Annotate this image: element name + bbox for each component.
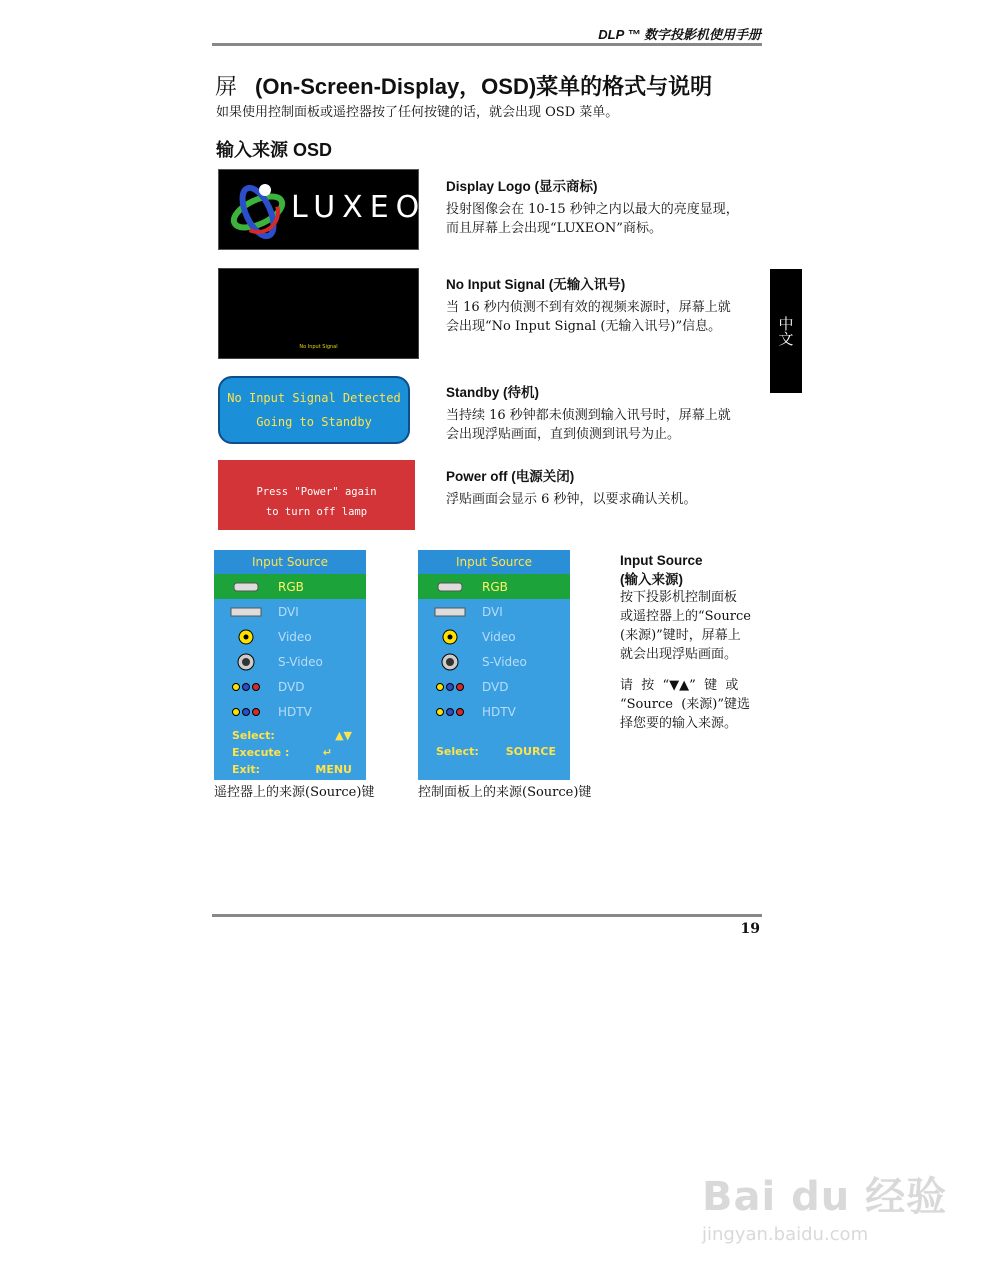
caption-panel: 控制面板上的来源(Source)键 (418, 785, 592, 800)
osd-item-rgb[interactable] (214, 574, 366, 599)
section-subtitle: (输入来源) (620, 572, 683, 587)
dvi-port-icon (230, 606, 262, 618)
standby-popup (218, 376, 410, 444)
osd-item-label: DVD (278, 679, 305, 694)
caption-remote: 遥控器上的来源(Source)键 (214, 785, 375, 800)
osd-item-label: HDTV (482, 704, 516, 719)
language-tab: 中文 (770, 269, 802, 393)
page-title-main: (On-Screen-Display，OSD)菜单的格式与说明 (255, 74, 713, 99)
osd-item-label: Video (482, 629, 516, 644)
section-body-1: 按下投影机控制面板 (620, 590, 738, 605)
section-body-1: 当 16 秒内侦测不到有效的视频来源时，屏幕上就 (446, 300, 731, 315)
osd-menu-panel (418, 550, 570, 780)
section-heading: 输入来源 OSD (216, 140, 333, 160)
footer-value: MENU (315, 763, 352, 776)
vga-port-icon (232, 581, 260, 593)
osd-item-video[interactable] (214, 624, 366, 649)
osd-menu-title: Input Source (214, 550, 366, 574)
power-off-popup (218, 460, 415, 530)
section-body-2: 而且屏幕上会出现“LUXEON”商标。 (446, 221, 662, 236)
section-body-1: 当持续 16 秒钟都未侦测到输入讯号时，屏幕上就 (446, 408, 731, 423)
footer-label: Select: (232, 729, 275, 742)
vga-port-icon (436, 581, 464, 593)
section-title: Input Source (620, 553, 703, 568)
osd-item-dvd[interactable] (214, 674, 366, 699)
no-input-screen-text: No Input Signal (299, 344, 338, 350)
section-body-6: “Source (来源)”键选 (620, 697, 750, 712)
section-body-2: 或遥控器上的“Source (620, 609, 751, 624)
osd-item-label: DVI (482, 604, 503, 619)
osd-item-video[interactable] (418, 624, 570, 649)
rca-video-icon (238, 629, 254, 645)
section-body-2: 会出现浮贴画面，直到侦测到讯号为止。 (446, 427, 681, 442)
osd-item-hdtv[interactable] (418, 699, 570, 724)
component-port-icon (231, 682, 261, 692)
watermark-url: jingyan.baidu.com (702, 1224, 869, 1245)
osd-item-dvi[interactable] (418, 599, 570, 624)
luxeon-logo-text: LUXEON (291, 190, 456, 225)
osd-item-rgb[interactable] (418, 574, 570, 599)
watermark-brand: Bai du 经验 (702, 1174, 948, 1220)
section-body-5: 请 按 “▼▲” 键 或 (620, 678, 739, 693)
section-title: No Input Signal (无输入讯号) (446, 277, 626, 292)
osd-menu-footer (214, 727, 366, 780)
footer-rule (212, 914, 762, 917)
standby-line-2: Going to Standby (256, 415, 372, 429)
footer-label: Exit: (232, 763, 261, 776)
section-body-7: 择您要的输入来源。 (620, 716, 738, 731)
osd-item-hdtv[interactable] (214, 699, 366, 724)
section-no-input (446, 273, 731, 336)
osd-item-label: RGB (278, 579, 304, 594)
osd-item-label: HDTV (278, 704, 312, 719)
no-input-screen (218, 268, 419, 359)
osd-menu-remote (214, 550, 366, 780)
section-body-3: (来源)”键时，屏幕上 (620, 628, 741, 643)
standby-line-1: No Input Signal Detected (227, 391, 401, 405)
osd-item-dvi[interactable] (214, 599, 366, 624)
section-body-1: 投射图像会在 10-15 秒钟之内以最大的亮度显现， (446, 202, 739, 217)
osd-item-label: DVD (482, 679, 509, 694)
display-logo-screen (218, 169, 456, 250)
footer-value: ▲▼ (335, 729, 352, 742)
header-rule (212, 43, 762, 46)
osd-item-label: S-Video (482, 654, 527, 669)
osd-menu-title: Input Source (418, 550, 570, 574)
component-port-icon (435, 707, 465, 717)
footer-label: Select: (436, 745, 479, 758)
component-port-icon (231, 707, 261, 717)
baidu-watermark (702, 1165, 947, 1245)
page-number: 19 (740, 921, 760, 937)
svideo-port-icon (441, 653, 459, 671)
osd-item-label: RGB (482, 579, 508, 594)
section-display-logo (446, 175, 739, 238)
section-input-source (620, 553, 760, 733)
osd-item-label: Video (278, 629, 312, 644)
footer-value: SOURCE (505, 745, 556, 758)
dvi-port-icon (434, 606, 466, 618)
section-body-4: 就会出现浮贴画面。 (620, 647, 738, 662)
svideo-port-icon (237, 653, 255, 671)
section-title: Display Logo (显示商标) (446, 179, 598, 194)
section-body-2: 会出现“No Input Signal (无输入讯号)”信息。 (446, 319, 722, 334)
osd-menu-footer (418, 743, 570, 780)
intro-text: 如果使用控制面板或遥控器按了任何按键的话，就会出现 OSD 菜单。 (216, 105, 619, 120)
component-port-icon (435, 682, 465, 692)
running-header: DLP ™ 数字投影机使用手册 (598, 27, 761, 42)
osd-item-label: DVI (278, 604, 299, 619)
page-title-word: 屏 (215, 74, 238, 99)
section-title: Power off (电源关闭) (446, 469, 575, 484)
osd-item-svideo[interactable] (214, 649, 366, 674)
section-standby (446, 381, 731, 444)
power-line-2: to turn off lamp (265, 506, 368, 518)
page-title (215, 70, 712, 101)
footer-label: Execute : (232, 746, 290, 759)
section-title: Standby (待机) (446, 385, 539, 400)
section-power-off (446, 465, 697, 509)
luxeon-logo-icon (227, 176, 289, 244)
osd-item-dvd[interactable] (418, 674, 570, 699)
section-body-1: 浮贴画面会显示 6 秒钟，以要求确认关机。 (446, 492, 697, 507)
rca-video-icon (442, 629, 458, 645)
power-line-1: Press "Power" again (256, 486, 377, 498)
osd-item-svideo[interactable] (418, 649, 570, 674)
osd-item-label: S-Video (278, 654, 323, 669)
footer-value: ↵ (322, 746, 332, 759)
